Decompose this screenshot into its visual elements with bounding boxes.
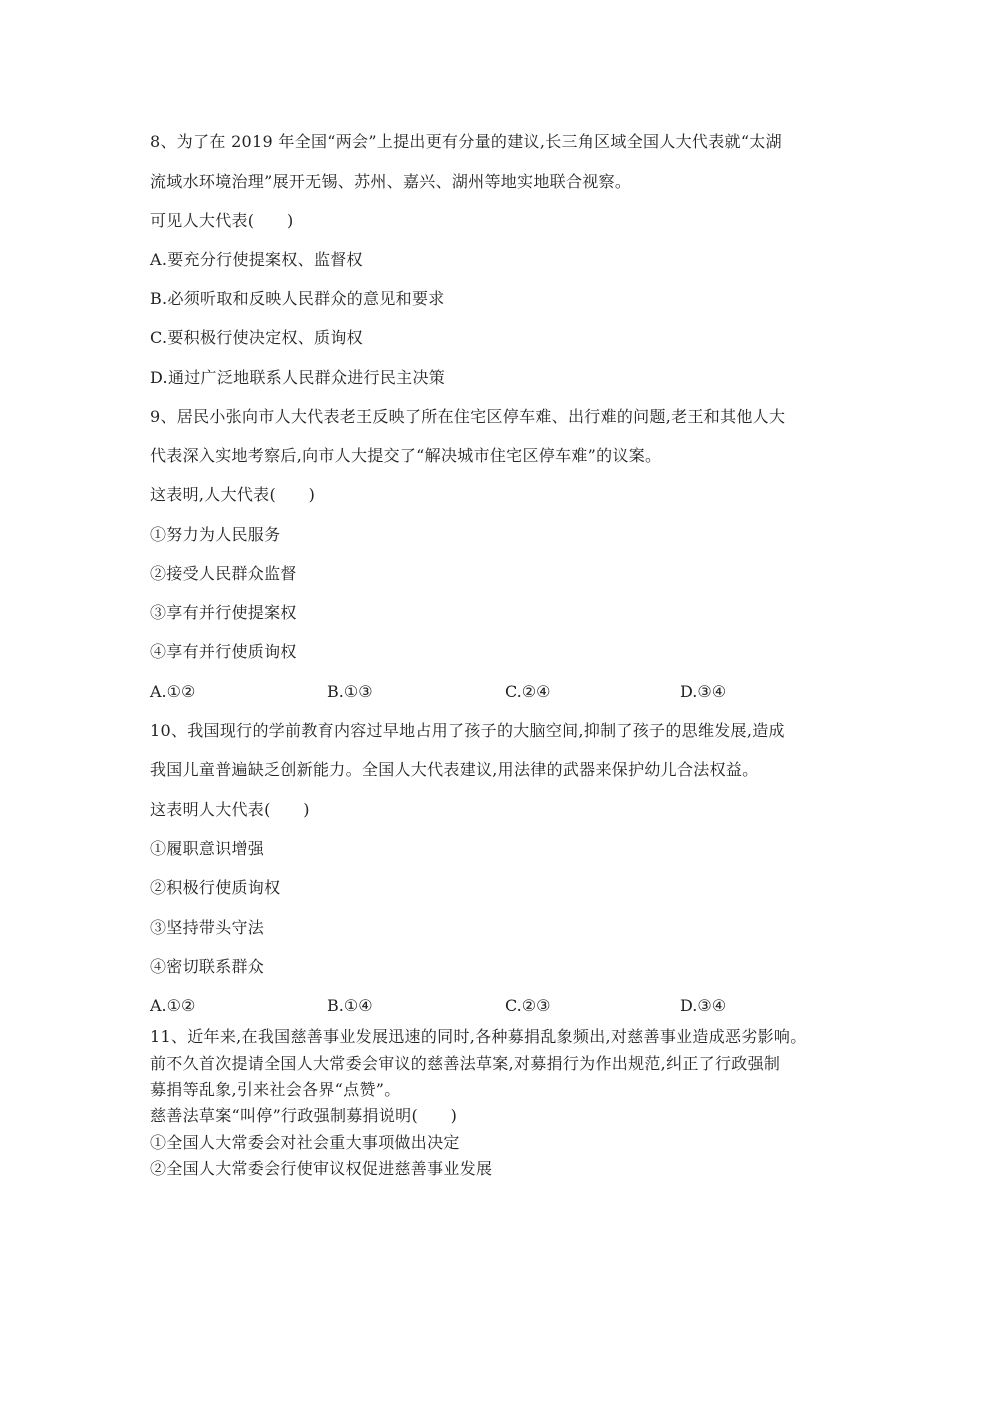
question-10-choices <box>150 996 870 1016</box>
question-8-option-b: B.必须听取和反映人民群众的意见和要求 <box>150 289 445 308</box>
question-9-stem-line-1: 9、居民小张向市人大代表老王反映了所在住宅区停车难、出行难的问题,老王和其他人大 <box>150 407 786 426</box>
question-10-choice-d: D.③④ <box>680 996 727 1015</box>
question-10-statement-4: ④密切联系群众 <box>150 957 265 976</box>
question-11-stem-line-1: 11、近年来,在我国慈善事业发展迅速的同时,各种募捐乱象频出,对慈善事业造成恶劣影响。 <box>150 1027 807 1046</box>
question-9-prompt: 这表明,人大代表( ) <box>150 485 316 504</box>
question-10-prompt: 这表明人大代表( ) <box>150 800 310 819</box>
question-10-statement-2: ②积极行使质询权 <box>150 878 281 897</box>
question-8-stem-line-1: 8、为了在 2019 年全国“两会”上提出更有分量的建议,长三角区域全国人大代表就“太湖 <box>150 132 782 151</box>
question-9-choices <box>150 682 870 702</box>
question-11-stem-line-2: 前不久首次提请全国人大常委会审议的慈善法草案,对募捐行为作出规范,纠正了行政强制 <box>150 1054 781 1073</box>
question-9-choice-c: C.②④ <box>505 682 551 701</box>
question-9-stem-line-2: 代表深入实地考察后,向市人大提交了“解决城市住宅区停车难”的议案。 <box>150 446 662 465</box>
question-8-option-c: C.要积极行使决定权、质询权 <box>150 328 363 347</box>
question-9-choice-d: D.③④ <box>680 682 727 701</box>
question-10-statement-1: ①履职意识增强 <box>150 839 265 858</box>
question-11-stem-line-3: 募捐等乱象,引来社会各界“点赞”。 <box>150 1080 401 1099</box>
question-9-choice-a: A.①② <box>150 682 196 701</box>
question-10-statement-3: ③坚持带头守法 <box>150 918 265 937</box>
question-8-option-a: A.要充分行使提案权、监督权 <box>150 250 363 269</box>
question-8-prompt: 可见人大代表( ) <box>150 211 294 230</box>
question-11-statement-1: ①全国人大常委会对社会重大事项做出决定 <box>150 1133 460 1152</box>
question-10-choice-c: C.②③ <box>505 996 551 1015</box>
question-10-stem-line-1: 10、我国现行的学前教育内容过早地占用了孩子的大脑空间,抑制了孩子的思维发展,造成 <box>150 721 785 740</box>
question-9-statement-1: ①努力为人民服务 <box>150 525 281 544</box>
question-9-statement-4: ④享有并行使质询权 <box>150 642 297 661</box>
question-9-choice-b: B.①③ <box>327 682 373 701</box>
question-10-choice-b: B.①④ <box>327 996 373 1015</box>
question-9-statement-3: ③享有并行使提案权 <box>150 603 297 622</box>
question-10-choice-a: A.①② <box>150 996 196 1015</box>
question-11-statement-2: ②全国人大常委会行使审议权促进慈善事业发展 <box>150 1159 493 1178</box>
question-8-stem-line-2: 流域水环境治理”展开无锡、苏州、嘉兴、湖州等地实地联合视察。 <box>150 172 632 191</box>
question-8-option-d: D.通过广泛地联系人民群众进行民主决策 <box>150 368 446 387</box>
question-10-stem-line-2: 我国儿童普遍缺乏创新能力。全国人大代表建议,用法律的武器来保护幼儿合法权益。 <box>150 760 759 779</box>
question-11-prompt: 慈善法草案“叫停”行政强制募捐说明( ) <box>150 1106 458 1125</box>
question-9-statement-2: ②接受人民群众监督 <box>150 564 297 583</box>
